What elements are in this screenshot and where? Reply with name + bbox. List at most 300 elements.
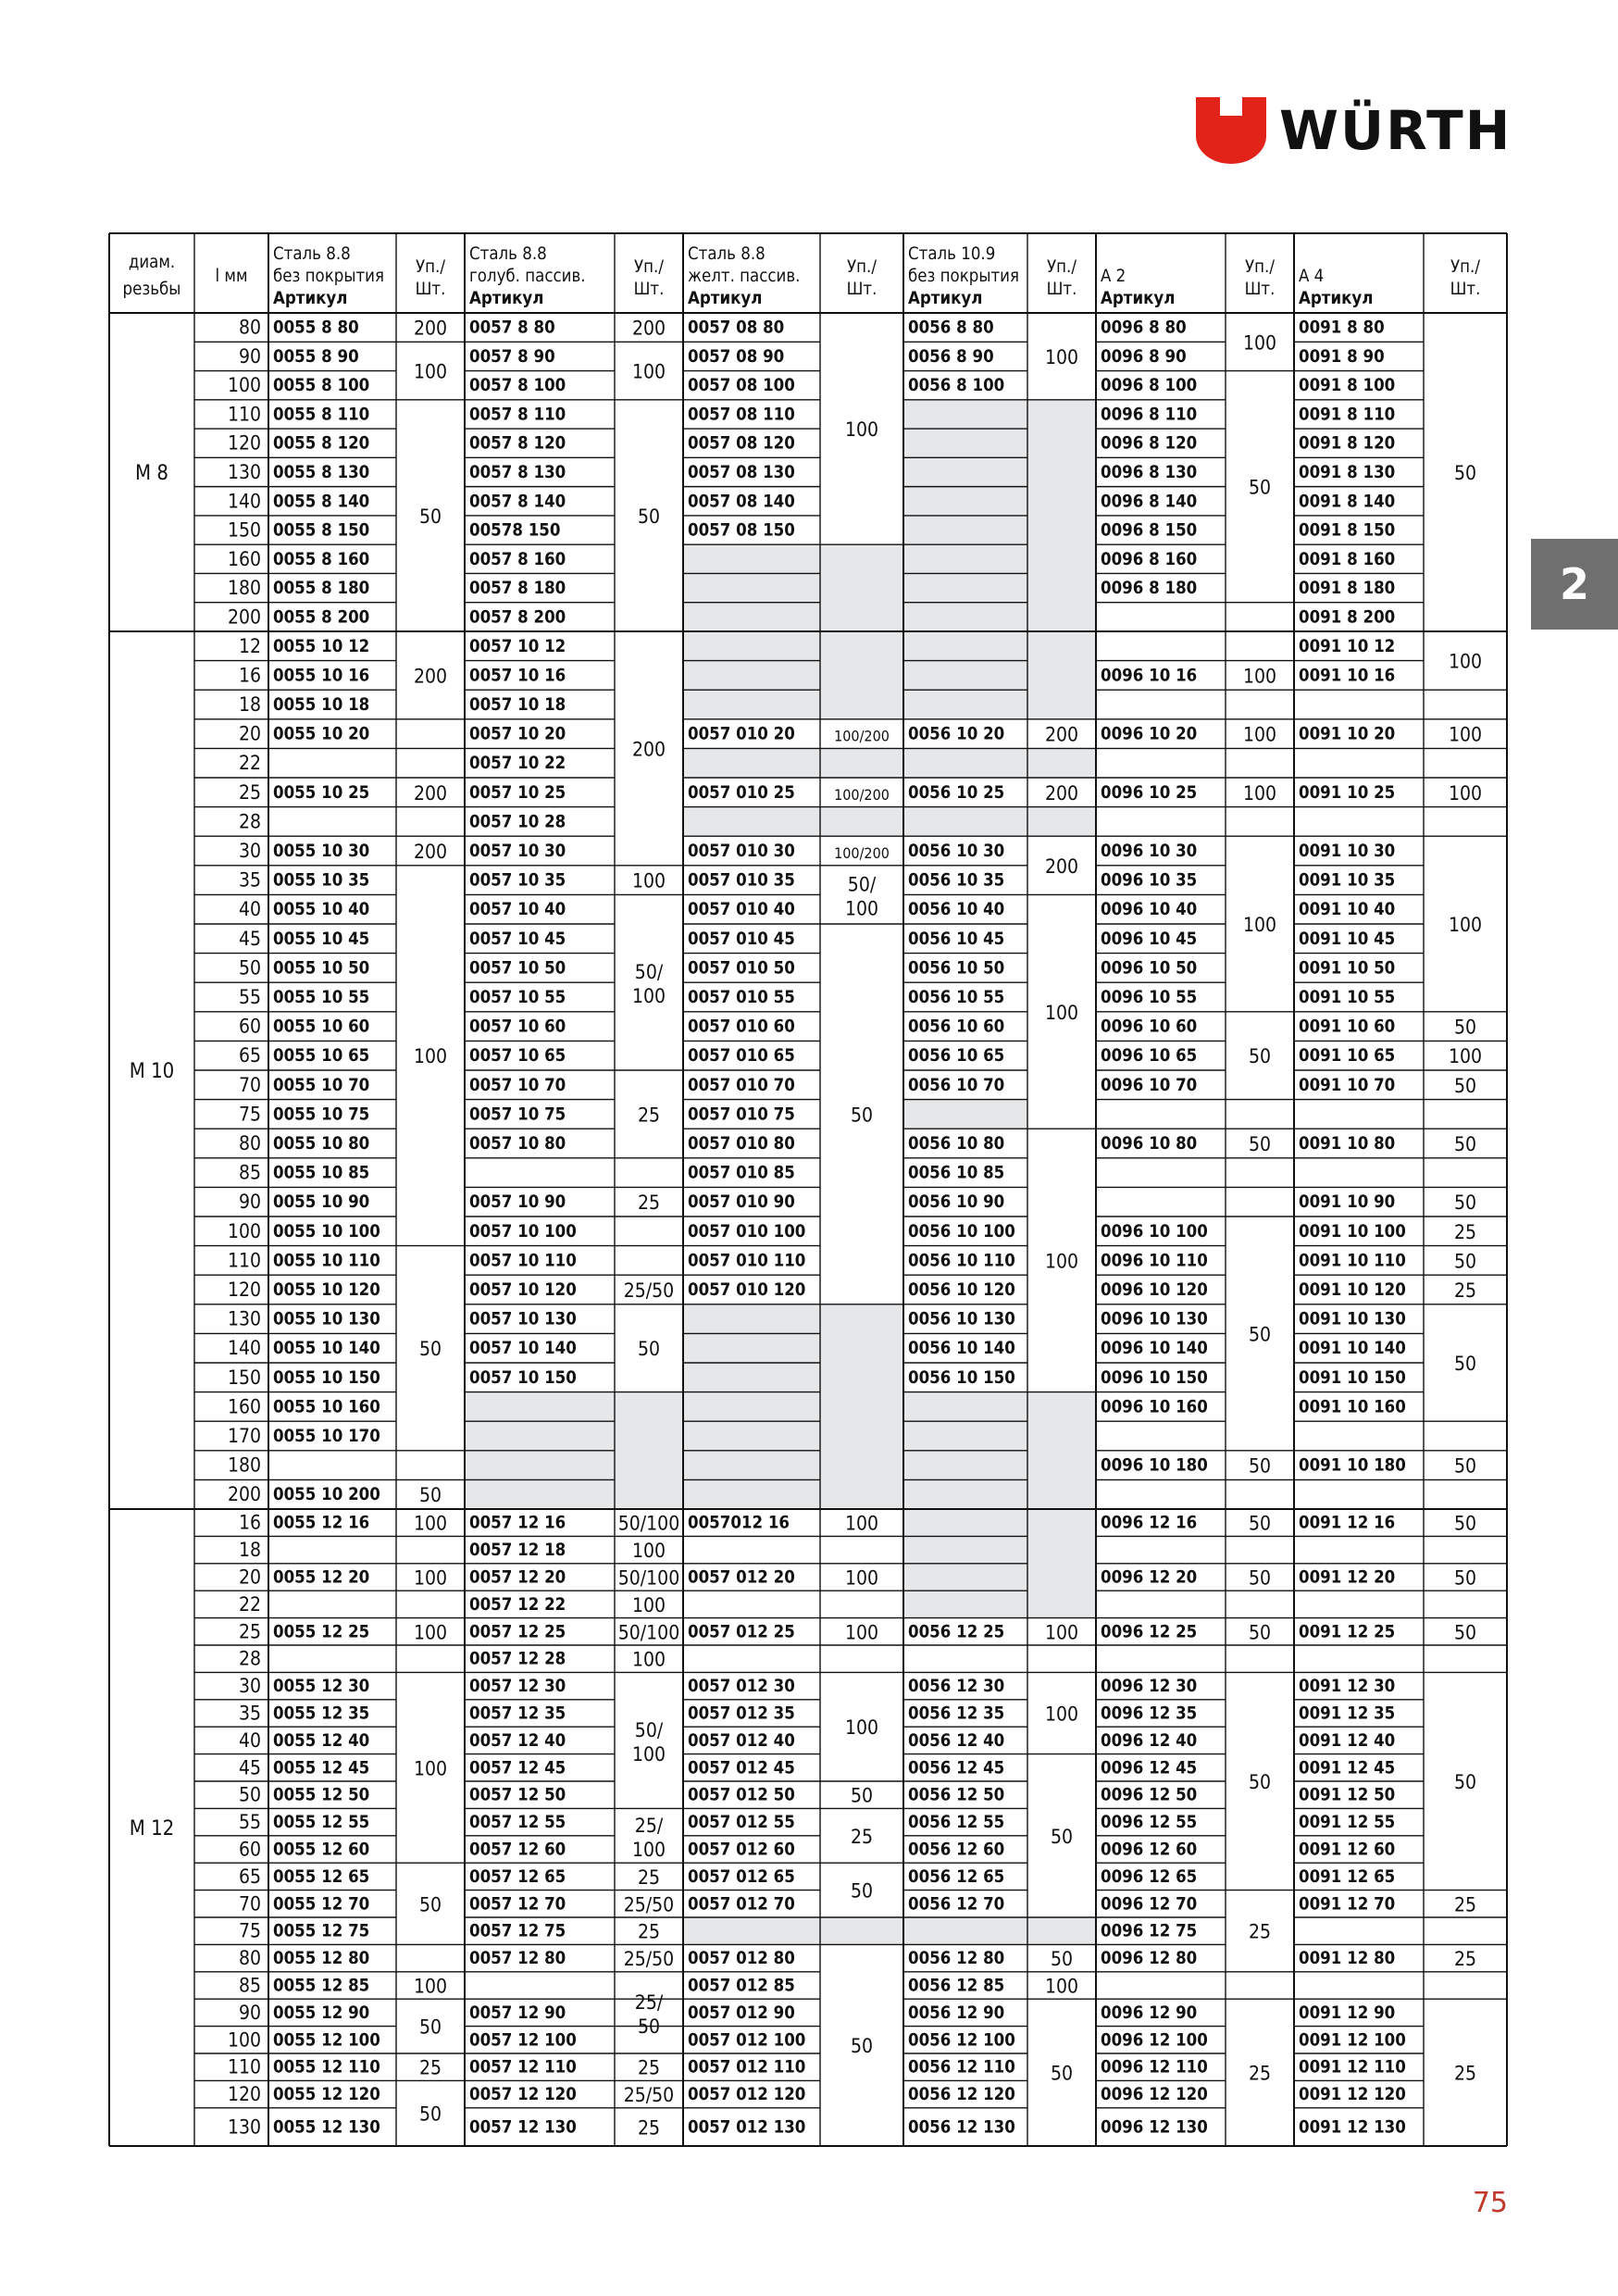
article-number: 0055 10 50 [273, 958, 370, 979]
article-number: 0056 8 90 [908, 346, 994, 367]
pack-quantity: 50 [418, 1484, 442, 1507]
pack-quantity: 25 [418, 2056, 442, 2079]
length-value: 60 [238, 1015, 261, 1038]
pack-quantity: 50 [418, 1338, 442, 1361]
article-number: 0055 10 55 [273, 988, 370, 1007]
brand-name: WÜRTH [1279, 99, 1512, 162]
empty-article-cell [903, 1100, 1027, 1129]
length-value: 35 [238, 868, 261, 892]
pack-quantity: 50 [1453, 1250, 1477, 1273]
empty-pack-cell [820, 807, 903, 837]
article-number: 0057 12 80 [469, 1949, 566, 1969]
article-number: 0091 10 110 [1299, 1251, 1406, 1271]
article-number: 0057 12 16 [469, 1513, 566, 1533]
article-number: 0057 10 60 [469, 1017, 566, 1037]
article-number: 0057 012 25 [688, 1622, 795, 1642]
pack-quantity: 50 [637, 505, 661, 528]
pack-quantity: 50 [1453, 1074, 1477, 1097]
pack-quantity: 100 [1044, 1975, 1079, 1998]
article-number: 0055 12 70 [273, 1894, 370, 1915]
article-number: 0055 10 65 [273, 1046, 370, 1067]
article-number: 0055 12 100 [273, 2030, 380, 2051]
article-number: 0055 10 170 [273, 1427, 380, 1446]
article-number: 0055 8 80 [273, 318, 359, 338]
header-material: Сталь 8.8 [273, 244, 351, 264]
length-value: 90 [238, 1191, 261, 1214]
article-number: 0057 12 60 [469, 1840, 566, 1860]
article-number: 0057 8 140 [469, 492, 566, 512]
article-number: 0096 12 80 [1101, 1949, 1198, 1969]
article-number: 0091 10 140 [1299, 1339, 1406, 1359]
article-number: 0057 10 50 [469, 958, 566, 979]
article-number: 0057 010 50 [688, 958, 795, 979]
pack-quantity: 200 [1044, 723, 1079, 746]
header-article: Артикул [1299, 289, 1374, 308]
article-number: 0096 8 130 [1101, 462, 1198, 482]
length-value: 28 [238, 1647, 261, 1670]
length-value: 30 [238, 840, 261, 862]
article-number: 0055 10 160 [273, 1397, 380, 1417]
pack-quantity: 100 [413, 360, 448, 383]
article-number: 0057 10 45 [469, 929, 566, 949]
length-value: 65 [238, 1865, 261, 1888]
article-number: 0091 8 150 [1299, 520, 1396, 541]
page-number: 75 [1472, 2187, 1508, 2219]
article-number: 0096 10 150 [1101, 1367, 1208, 1388]
article-number: 0056 12 55 [908, 1813, 1005, 1833]
article-number: 0055 10 40 [273, 900, 370, 920]
article-number: 0091 8 160 [1299, 549, 1396, 569]
article-number: 0056 10 120 [908, 1280, 1015, 1300]
article-number: 0055 10 70 [273, 1075, 370, 1095]
article-number: 0096 12 130 [1101, 2117, 1208, 2138]
article-number: 0057 10 120 [469, 1280, 577, 1300]
empty-article-cell [903, 631, 1027, 719]
article-number: 0057 010 110 [688, 1251, 806, 1271]
pack-quantity: 25/ [634, 1814, 664, 1837]
article-number: 0057 12 45 [469, 1758, 566, 1778]
pack-quantity: 100/200 [834, 844, 890, 862]
article-number: 0096 10 16 [1101, 666, 1198, 686]
pack-quantity: 25 [1453, 1279, 1477, 1302]
pack-quantity: 100 [413, 1757, 448, 1780]
article-number: 0057 012 45 [688, 1758, 795, 1778]
length-value: 100 [227, 374, 261, 397]
article-number: 0091 10 55 [1299, 988, 1396, 1007]
article-number: 0057 12 100 [469, 2030, 577, 2051]
pack-quantity: 100 [631, 985, 666, 1008]
article-number: 0055 10 200 [273, 1485, 380, 1505]
article-number: 0091 12 40 [1299, 1730, 1396, 1751]
pack-quantity: 100/200 [834, 727, 890, 745]
article-number: 0091 8 100 [1299, 376, 1396, 396]
article-number: 0096 12 65 [1101, 1866, 1198, 1887]
article-number: 0057 010 40 [688, 900, 795, 920]
empty-pack-cell [820, 1917, 903, 1944]
article-number: 0056 12 80 [908, 1949, 1005, 1969]
length-value: 75 [238, 1919, 261, 1942]
pack-quantity: 50 [1248, 1621, 1272, 1644]
length-value: 160 [227, 1395, 261, 1418]
article-number: 0056 12 35 [908, 1703, 1005, 1724]
article-number: 0056 12 120 [908, 2085, 1015, 2105]
article-number: 0056 10 40 [908, 900, 1005, 920]
article-number: 0091 12 60 [1299, 1840, 1396, 1860]
article-number: 0055 12 16 [273, 1513, 370, 1533]
article-number: 0096 10 65 [1101, 1046, 1198, 1067]
article-number: 0057012 16 [688, 1513, 790, 1533]
article-number: 0096 8 100 [1101, 376, 1198, 396]
pack-quantity: 50 [1453, 1771, 1477, 1793]
pack-quantity: 50 [1453, 1621, 1477, 1644]
length-value: 55 [238, 986, 261, 1008]
article-number: 0096 10 45 [1101, 929, 1198, 949]
length-value: 130 [227, 2115, 261, 2139]
empty-pack-cell [820, 748, 903, 778]
length-value: 20 [238, 722, 261, 745]
article-number: 0057 10 130 [469, 1309, 577, 1329]
length-value: 70 [238, 1892, 261, 1915]
article-number: 0055 12 60 [273, 1840, 370, 1860]
pack-quantity: 25 [637, 1920, 661, 1943]
article-number: 0055 10 100 [273, 1221, 380, 1242]
header-pack: Уп./ [416, 257, 445, 277]
pack-quantity: 50 [1248, 1045, 1272, 1068]
article-number: 0057 010 30 [688, 842, 795, 861]
article-number: 0096 12 60 [1101, 1840, 1198, 1860]
pack-quantity: 100 [631, 1593, 666, 1616]
article-number: 0055 12 20 [273, 1567, 370, 1588]
empty-article-cell [683, 544, 820, 631]
header-article: Артикул [469, 289, 544, 308]
pack-quantity: 100 [1242, 914, 1277, 936]
length-value: 35 [238, 1702, 261, 1725]
article-number: 0055 8 90 [273, 346, 359, 367]
pack-quantity: 100 [1044, 1250, 1079, 1273]
pack-quantity: 50 [850, 1879, 874, 1903]
pack-quantity: 25 [850, 1825, 874, 1848]
pack-quantity: 50 [1453, 1016, 1477, 1039]
pack-quantity: 50/100 [617, 1512, 680, 1535]
article-number: 0057 10 16 [469, 666, 566, 686]
pack-quantity: 100 [1044, 345, 1079, 368]
article-number: 0056 8 100 [908, 376, 1005, 396]
header-material: Сталь 10.9 [908, 244, 996, 264]
article-number: 0057 012 35 [688, 1703, 795, 1724]
pack-quantity: 50/100 [617, 1621, 680, 1644]
pack-quantity: 100 [1242, 723, 1277, 746]
length-value: 45 [238, 927, 261, 950]
pack-quantity: 25 [1453, 1948, 1477, 1971]
article-number: 0057 12 25 [469, 1622, 566, 1642]
article-number: 0057 08 130 [688, 462, 795, 482]
length-value: 140 [227, 1337, 261, 1360]
article-number: 0057 012 90 [688, 2003, 795, 2023]
empty-article-cell [683, 748, 820, 778]
pack-quantity: 100 [844, 1512, 879, 1535]
article-number: 0056 12 110 [908, 2057, 1015, 2078]
length-value: 20 [238, 1566, 261, 1589]
empty-pack-cell [1027, 1509, 1096, 1618]
article-number: 0057 10 70 [469, 1075, 566, 1095]
article-number: 0055 10 20 [273, 724, 370, 744]
article-number: 0057 10 35 [469, 870, 566, 891]
article-number: 0055 8 180 [273, 579, 370, 599]
pack-quantity: 100 [631, 1742, 666, 1766]
article-number: 0091 12 100 [1299, 2030, 1406, 2051]
article-number: 0091 12 55 [1299, 1813, 1396, 1833]
article-number: 0057 012 100 [688, 2030, 806, 2051]
article-number: 0091 12 65 [1299, 1866, 1396, 1887]
article-number: 0091 8 80 [1299, 318, 1385, 338]
length-value: 85 [238, 1161, 261, 1184]
header-material: без покрытия [908, 267, 1019, 286]
empty-article-cell [683, 1304, 820, 1509]
length-value: 18 [238, 1539, 261, 1562]
article-number: 0057 012 40 [688, 1730, 795, 1751]
pack-quantity: 50/100 [617, 1566, 680, 1590]
article-number: 0056 12 30 [908, 1677, 1005, 1697]
empty-pack-cell [1027, 1392, 1096, 1509]
thread-diameter-label: M 12 [129, 1817, 175, 1841]
pack-quantity: 50 [1453, 1353, 1477, 1375]
article-number: 0091 12 20 [1299, 1567, 1396, 1588]
article-number: 0096 12 20 [1101, 1567, 1198, 1588]
pack-quantity: 50 [1050, 1948, 1074, 1971]
article-number: 0091 8 90 [1299, 346, 1385, 367]
pack-quantity: 100 [413, 1621, 448, 1644]
article-number: 0057 012 80 [688, 1949, 795, 1969]
header-pack: Шт. [1046, 280, 1077, 299]
article-number: 0057 10 28 [469, 812, 566, 832]
empty-pack-cell [1027, 748, 1096, 778]
pack-quantity: 50 [1453, 1192, 1477, 1215]
pack-quantity: 50/ [634, 961, 664, 984]
article-number: 0055 12 110 [273, 2057, 380, 2078]
header-length: l мм [215, 267, 248, 286]
article-number: 0057 012 55 [688, 1813, 795, 1833]
article-number: 0091 10 35 [1299, 870, 1396, 891]
header-article: Артикул [1101, 289, 1176, 308]
pack-quantity: 25 [637, 2056, 661, 2079]
header-article: Артикул [688, 289, 763, 308]
article-number: 0057 010 35 [688, 870, 795, 891]
pack-quantity: 100 [1448, 914, 1483, 936]
article-number: 0056 12 65 [908, 1866, 1005, 1887]
article-number: 0056 10 80 [908, 1134, 1005, 1154]
pack-quantity: 50 [418, 505, 442, 528]
length-value: 180 [227, 577, 261, 600]
article-number: 0055 12 50 [273, 1785, 370, 1805]
article-number: 0096 10 180 [1101, 1455, 1208, 1476]
article-number: 0096 12 40 [1101, 1730, 1198, 1751]
article-number: 0057 10 18 [469, 695, 566, 715]
article-number: 0055 12 55 [273, 1813, 370, 1833]
article-number: 0056 10 35 [908, 870, 1005, 891]
article-number: 0096 8 80 [1101, 318, 1187, 338]
article-number: 0096 12 35 [1101, 1703, 1198, 1724]
article-number: 0056 10 110 [908, 1251, 1015, 1271]
article-number: 0096 12 25 [1101, 1622, 1198, 1642]
article-number: 0055 12 35 [273, 1703, 370, 1724]
article-number: 0091 12 35 [1299, 1703, 1396, 1724]
article-number: 0096 10 20 [1101, 724, 1198, 744]
article-number: 0057 8 120 [469, 433, 566, 454]
article-number: 0055 8 150 [273, 520, 370, 541]
article-number: 0096 12 50 [1101, 1785, 1198, 1805]
article-number: 0057 10 40 [469, 900, 566, 920]
article-number: 0057 10 55 [469, 988, 566, 1007]
article-number: 0057 010 100 [688, 1221, 806, 1242]
article-number: 0057 010 70 [688, 1075, 795, 1095]
article-number: 0057 12 65 [469, 1866, 566, 1887]
article-number: 0056 12 60 [908, 1840, 1005, 1860]
pack-quantity: 100 [1044, 1703, 1079, 1726]
pack-quantity: 25 [1248, 1920, 1272, 1943]
pack-quantity: 50 [637, 1338, 661, 1361]
article-number: 0091 12 16 [1299, 1513, 1396, 1533]
article-number: 0056 10 150 [908, 1367, 1015, 1388]
header-pack: Шт. [415, 280, 446, 299]
article-number: 0096 10 80 [1101, 1134, 1198, 1154]
pack-quantity: 100 [1448, 723, 1483, 746]
pack-quantity: 100 [1044, 1001, 1079, 1024]
article-number: 0057 012 85 [688, 1976, 795, 1996]
article-number: 0091 10 100 [1299, 1221, 1406, 1242]
article-number: 0096 12 110 [1101, 2057, 1208, 2078]
length-value: 70 [238, 1073, 261, 1096]
empty-pack-cell [1027, 631, 1096, 719]
article-number: 0057 012 120 [688, 2085, 806, 2105]
length-value: 25 [238, 1620, 261, 1643]
article-number: 0057 010 60 [688, 1017, 795, 1037]
article-number: 0057 10 65 [469, 1046, 566, 1067]
pack-quantity: 100 [1242, 331, 1277, 355]
length-value: 110 [227, 2055, 261, 2078]
article-number: 0055 10 75 [273, 1104, 370, 1125]
length-value: 90 [238, 2001, 261, 2024]
article-number: 0091 12 30 [1299, 1677, 1396, 1697]
length-value: 80 [238, 1132, 261, 1154]
length-value: 130 [227, 1307, 261, 1330]
article-number: 0057 12 28 [469, 1649, 566, 1669]
pack-quantity: 100 [413, 1512, 448, 1535]
article-number: 0096 10 50 [1101, 958, 1198, 979]
pack-quantity: 50 [1248, 1133, 1272, 1155]
article-number: 0057 8 110 [469, 405, 566, 425]
length-value: 55 [238, 1811, 261, 1834]
empty-pack-cell [820, 631, 903, 719]
pack-quantity: 100 [631, 1648, 666, 1671]
article-number: 0057 10 80 [469, 1134, 566, 1154]
length-value: 160 [227, 547, 261, 570]
length-value: 85 [238, 1974, 261, 1997]
empty-pack-cell [820, 544, 903, 631]
header-material: Сталь 8.8 [469, 244, 547, 264]
length-value: 180 [227, 1454, 261, 1477]
article-number: 0091 12 25 [1299, 1622, 1396, 1642]
pack-quantity: 50 [1248, 1512, 1272, 1535]
article-number: 0096 12 70 [1101, 1894, 1198, 1915]
article-number: 0091 10 80 [1299, 1134, 1396, 1154]
article-number: 0055 8 120 [273, 433, 370, 454]
pack-quantity: 100 [844, 1716, 879, 1740]
article-number: 0056 10 140 [908, 1339, 1015, 1359]
pack-quantity: 50 [1453, 462, 1477, 484]
pack-quantity: 50/ [634, 1718, 664, 1741]
chapter-tab: 2 [1531, 539, 1618, 630]
pack-quantity: 25 [637, 1104, 661, 1127]
article-number: 0091 10 16 [1299, 666, 1396, 686]
length-value: 100 [227, 2028, 261, 2052]
article-number: 0091 10 40 [1299, 900, 1396, 920]
article-number: 0055 12 25 [273, 1622, 370, 1642]
article-number: 0096 10 25 [1101, 782, 1198, 803]
article-number: 0096 12 90 [1101, 2003, 1198, 2023]
length-value: 130 [227, 460, 261, 483]
article-number: 0057 8 200 [469, 607, 566, 628]
article-number: 0057 12 110 [469, 2057, 577, 2078]
article-number: 0057 8 160 [469, 549, 566, 569]
pack-quantity: 50 [1453, 1566, 1477, 1590]
pack-quantity: 50 [1453, 1454, 1477, 1478]
length-value: 75 [238, 1103, 261, 1126]
article-number: 0057 08 150 [688, 520, 795, 541]
pack-quantity: 25 [1453, 2062, 1477, 2085]
pack-quantity: 50 [1453, 1512, 1477, 1535]
article-number: 0096 8 140 [1101, 492, 1198, 512]
pack-quantity: 100/200 [834, 785, 890, 804]
article-number: 0055 8 100 [273, 376, 370, 396]
article-number: 0096 8 110 [1101, 405, 1198, 425]
article-number: 0057 010 45 [688, 929, 795, 949]
article-number: 0091 10 180 [1299, 1455, 1406, 1476]
length-value: 90 [238, 344, 261, 368]
article-number: 0057 010 75 [688, 1104, 795, 1125]
pack-quantity: 200 [1044, 855, 1079, 878]
article-number: 0057 012 70 [688, 1894, 795, 1915]
article-number: 0057 10 140 [469, 1339, 577, 1359]
header-pack: Уп./ [847, 257, 877, 277]
length-value: 30 [238, 1675, 261, 1698]
article-number: 0057 08 120 [688, 433, 795, 454]
header-pack: Уп./ [1047, 257, 1077, 277]
article-number: 0096 8 90 [1101, 346, 1187, 367]
article-number: 0091 10 30 [1299, 842, 1396, 861]
length-value: 110 [227, 1249, 261, 1272]
pack-quantity: 100 [844, 1566, 879, 1590]
pack-quantity: 200 [1044, 781, 1079, 805]
article-number: 0091 10 130 [1299, 1309, 1406, 1329]
article-number: 0055 12 120 [273, 2085, 380, 2105]
article-number: 0056 12 40 [908, 1730, 1005, 1751]
article-number: 0055 12 85 [273, 1976, 370, 1996]
article-number: 0096 10 110 [1101, 1251, 1208, 1271]
length-value: 200 [227, 605, 261, 629]
empty-article-cell [683, 1917, 820, 1944]
pack-quantity: 100 [844, 418, 879, 442]
length-value: 18 [238, 693, 261, 716]
article-number: 0055 10 85 [273, 1163, 370, 1183]
article-number: 0055 10 45 [273, 929, 370, 949]
article-number: 0057 012 20 [688, 1567, 795, 1588]
article-number: 0096 10 60 [1101, 1017, 1198, 1037]
article-number: 0055 8 140 [273, 492, 370, 512]
article-number: 0056 10 90 [908, 1192, 1005, 1213]
length-value: 16 [238, 1511, 261, 1534]
length-value: 12 [238, 634, 261, 657]
pack-quantity: 100 [631, 1838, 666, 1861]
